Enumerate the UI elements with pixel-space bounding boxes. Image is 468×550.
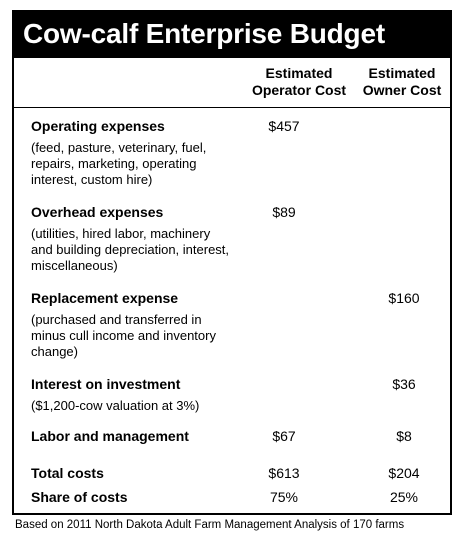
row-label: Replacement expense xyxy=(31,290,179,306)
owner-cost-value: $160 xyxy=(388,290,420,306)
column-header-line: Operator Cost xyxy=(251,82,347,98)
description-line: interest, custom hire) xyxy=(31,172,153,187)
page-title: Cow-calf Enterprise Budget xyxy=(23,18,385,49)
row-label: Interest on investment xyxy=(31,376,181,392)
row-label: Labor and management xyxy=(31,428,189,444)
operator-cost-value: $89 xyxy=(272,204,296,220)
row-description xyxy=(31,398,291,414)
row-description xyxy=(31,226,291,274)
source-footnote: Based on 2011 North Dakota Adult Farm Management Analysis of 170 farms xyxy=(15,519,405,531)
operator-cost-value: $67 xyxy=(272,428,296,444)
owner-total-value: $204 xyxy=(388,465,420,481)
row-label: Overhead expenses xyxy=(31,204,164,220)
column-header-operator-cost xyxy=(234,65,364,99)
row-label: Total costs xyxy=(31,465,104,481)
description-line: minus cull income and inventory xyxy=(31,328,216,343)
budget-table xyxy=(12,10,452,515)
column-header-line: Owner Cost xyxy=(362,82,442,98)
row-label: Operating expenses xyxy=(31,118,165,134)
description-line: ($1,200-cow valuation at 3%) xyxy=(31,398,200,413)
operator-total-value: $613 xyxy=(268,465,300,481)
row-description xyxy=(31,140,291,188)
row-label: Share of costs xyxy=(31,489,128,505)
row-description xyxy=(31,312,291,360)
description-line: (feed, pasture, veterinary, fuel, xyxy=(31,140,207,155)
header-divider xyxy=(14,107,450,108)
owner-cost-value: $8 xyxy=(396,428,412,444)
description-line: repairs, marketing, operating xyxy=(31,156,197,171)
owner-cost-value: $36 xyxy=(392,376,416,392)
column-header-line: Estimated xyxy=(265,65,333,81)
description-line: and building depreciation, interest, xyxy=(31,242,230,257)
column-header-line: Estimated xyxy=(368,65,436,81)
description-line: (utilities, hired labor, machinery xyxy=(31,226,211,241)
operator-cost-value: $457 xyxy=(268,118,300,134)
operator-share-value: 75% xyxy=(269,489,299,505)
description-line: change) xyxy=(31,344,78,359)
owner-share-value: 25% xyxy=(389,489,419,505)
description-line: miscellaneous) xyxy=(31,258,118,273)
column-header-owner-cost xyxy=(352,65,452,99)
title-bar xyxy=(14,12,450,58)
description-line: (purchased and transferred in xyxy=(31,312,202,327)
